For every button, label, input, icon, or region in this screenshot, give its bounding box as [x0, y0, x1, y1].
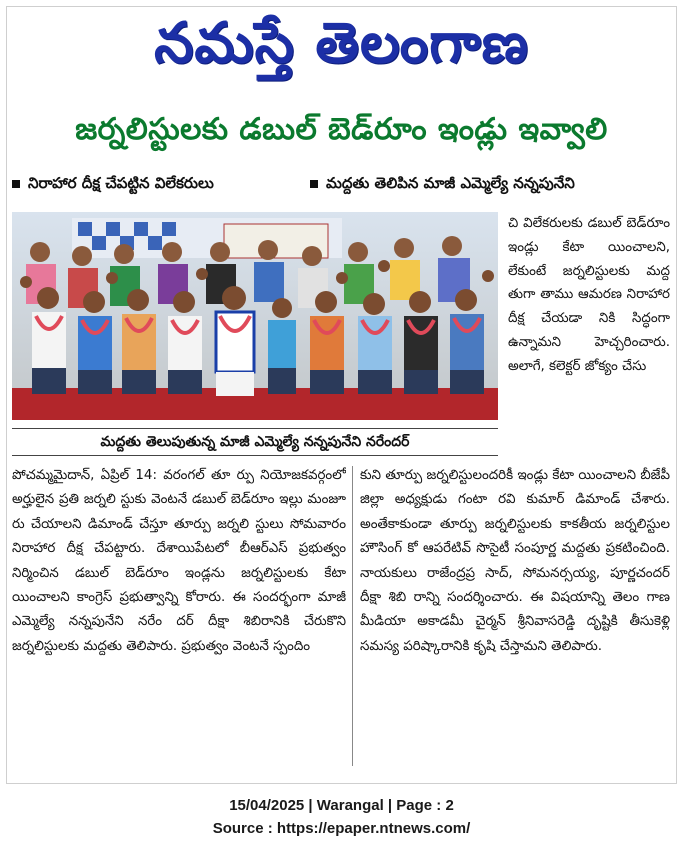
footer-date-edition: 15/04/2025 | Warangal | Page : 2 [229, 797, 454, 814]
newspaper-masthead: నమస్తే తెలంగాణ [154, 10, 529, 76]
page-footer [0, 794, 683, 840]
subheads-row [12, 170, 672, 196]
article-column-top-right: చి విలేకరులకు డబుల్ బెడ్‌రూం ఇండ్లు కేటా యించాలని, లేకుంటే జర్నలిస్టులకు మద్ద తుగా తాము ఆమరణ నిరాహార దీక్ష చేయడా నికి సిద్ధంగా ఉన్నామని హెచ్చరించారు. అలాగే, కలెక్టర్ జోక్యం చేసు [508, 216, 670, 374]
news-photo [12, 212, 498, 420]
bullet-icon [12, 180, 20, 188]
bullet-icon [310, 180, 318, 188]
subhead-2-text: మద్దతు తెలిపిన మాజీ ఎమ్మెల్యే నన్నపునేని [326, 174, 575, 192]
article-headline: జర్నలిస్టులకు డబుల్ బెడ్‌రూం ఇండ్లు ఇవ్వాలి [75, 112, 608, 147]
photo-caption: మద్దతు తెలుపుతున్న మాజీ ఎమ్మెల్యే నన్నపునేని నరేందర్ [12, 428, 498, 456]
group-photo-illustration [12, 212, 498, 420]
subhead-1 [12, 170, 214, 196]
article-column-left: పోచమ్మమైదాన్, ఏప్రిల్ 14: వరంగల్ తూ ర్పు నియోజకవర్గంలో అర్హులైన ప్రతి జర్నలి స్టుకు వెంటనే డబుల్ బెడ్‌రూం ఇల్లు మంజూ రు చేయాలని డిమాండ్ చేస్తూ తూర్పు జర్నలి స్టులు సోమవారం నిరాహార దీక్ష చేపట్టారు. దేశాయిపేటలో బీఆర్‌ఎస్ ప్రభుత్వం నిర్మించిన డబుల్ బెడ్‌రూం ఇండ్లను జర్నలిస్టులకు కేటా యించాలని కాంగ్రెస్ ప్రభుత్వాన్ని కోరారు. ఈ సందర్భంగా మాజీ ఎమ్మెల్యే నన్నపునేని నరేం దర్ దీక్షా శిబిరానికి చేరుకొని జర్నలిస్టులకు మద్దతు తెలిపారు. ప్రభుత్వం వెంటనే స్పందిం [12, 468, 346, 654]
article-column-right: కుని తూర్పు జర్నలిస్టులందరికీ ఇండ్లు కేటా యించాలని బీజేపీ జిల్లా అధ్యక్షుడు గంటా రవి కుమార్ డిమాండ్ చేశారు. అంతేకాకుండా తూర్పు జర్నలిస్టులకు కాకతీయ జర్నలిస్టుల హౌసింగ్ కో ఆపరేటివ్ సొసైటీ సంపూర్ణ మద్దతు ప్రకటించింది. నాయకులు రాజేంద్రప్ర సాద్, సోమనర్సయ్య, పూర్ణచందర్ దీక్షా శిబి రాన్ని సందర్శించారు. ఈ విషయాన్ని తెలం గాణ మీడియా అకాడమీ చైర్మన్ శ్రీనివాసరెడ్డి దృష్టికి తీసుకెళ్లి సమస్య పరిష్కారానికి కృషి చేస్తామని తెలిపారు. [360, 468, 670, 654]
footer-source: Source : https://epaper.ntnews.com/ [212, 820, 471, 837]
subhead-2 [310, 170, 575, 196]
subhead-1-text: నిరాహార దీక్ష చేపట్టిన విలేకరులు [28, 174, 214, 192]
column-divider [352, 466, 353, 766]
